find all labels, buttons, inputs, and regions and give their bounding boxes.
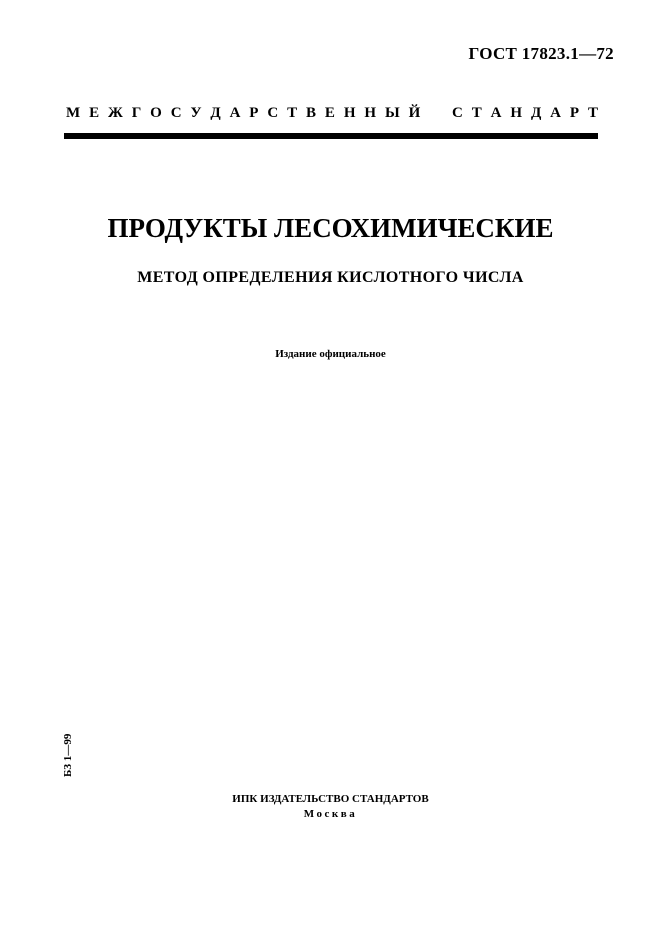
letter: У <box>190 105 202 121</box>
letter: Й <box>408 105 421 121</box>
document-title: ПРОДУКТЫ ЛЕСОХИМИЧЕСКИЕ <box>107 213 554 243</box>
letter: Т <box>587 105 598 121</box>
heading-rule <box>64 133 598 139</box>
letter: С <box>170 105 182 121</box>
gost-code: ГОСТ 17823.1—72 <box>468 44 614 63</box>
letter: М <box>66 105 81 121</box>
letter: Ы <box>384 105 400 121</box>
letter: Н <box>343 105 356 121</box>
letter: Е <box>89 105 100 121</box>
edition-note: Издание официальное <box>275 348 386 360</box>
publication-city: Москва <box>303 808 358 820</box>
letter: А <box>229 105 241 121</box>
letter: А <box>490 105 502 121</box>
letter: Д <box>210 105 221 121</box>
letter: Т <box>287 105 298 121</box>
letter: А <box>550 105 562 121</box>
letter: С <box>452 105 463 121</box>
letter: Т <box>471 105 482 121</box>
publisher: ИПК ИЗДАТЕЛЬСТВО СТАНДАРТОВ <box>232 793 429 805</box>
letter: О <box>150 105 162 121</box>
letter: Д <box>530 105 542 121</box>
letter: Е <box>324 105 335 121</box>
letter: Ж <box>107 105 123 121</box>
standard-type-heading <box>66 105 598 122</box>
letter: Н <box>364 105 377 121</box>
batch-mark: БЗ 1—99 <box>62 733 74 777</box>
letter: Г <box>131 105 142 121</box>
letter: Р <box>249 105 259 121</box>
word-gap <box>429 105 443 122</box>
letter: Р <box>569 105 580 121</box>
letter: Н <box>510 105 523 121</box>
letter: В <box>306 105 317 121</box>
document-subtitle: МЕТОД ОПРЕДЕЛЕНИЯ КИСЛОТНОГО ЧИСЛА <box>137 269 524 286</box>
letter: С <box>267 105 279 121</box>
